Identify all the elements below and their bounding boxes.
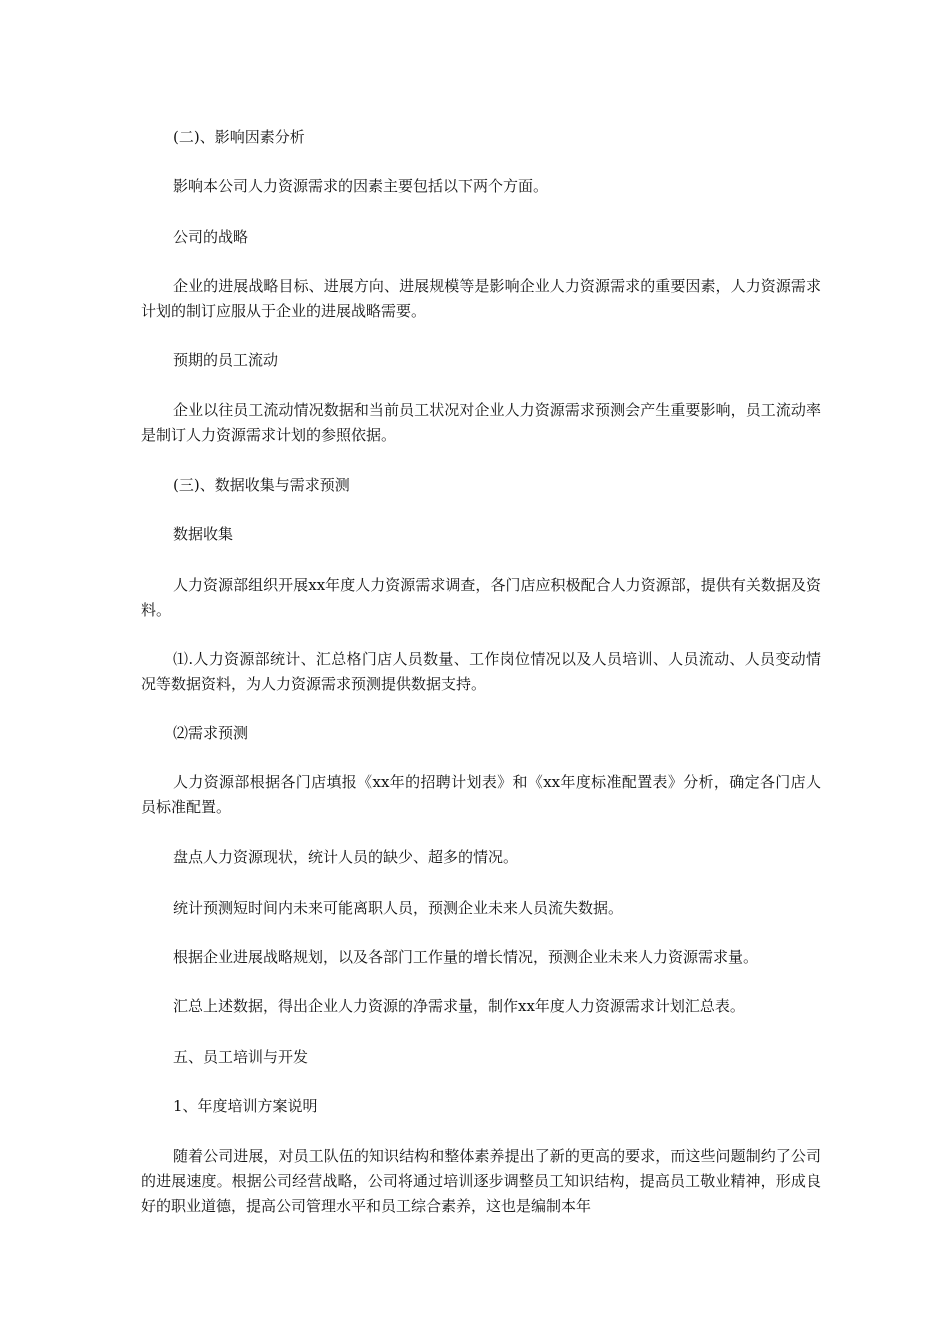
paragraph: 企业的进展战略目标、进展方向、进展规模等是影响企业人力资源需求的重要因素，人力资源需求计划的制订应服从于企业的进展战略需要。 (141, 277, 821, 320)
section-heading-influencing-factors: (二)、影响因素分析 (173, 128, 305, 146)
paragraph: ⑴.人力资源部统计、汇总格门店人员数量、工作岗位情况以及人员培训、人员流动、人员变动情况等数据资料，为人力资源需求预测提供数据支持。 (141, 650, 821, 693)
subheading-training-plan: 1、年度培训方案说明 (173, 1097, 318, 1115)
subheading-company-strategy: 公司的战略 (173, 228, 249, 246)
paragraph: 企业以往员工流动情况数据和当前员工状况对企业人力资源需求预测会产生重要影响，员工流动率是制订人力资源需求计划的参照依据。 (141, 401, 821, 444)
paragraph: 汇总上述数据，得出企业人力资源的净需求量，制作xx年度人力资源需求计划汇总表。 (173, 997, 745, 1015)
subheading-data-collection: 数据收集 (173, 525, 234, 543)
subheading-employee-turnover: 预期的员工流动 (173, 351, 279, 369)
paragraph: 盘点人力资源现状，统计人员的缺少、超多的情况。 (173, 848, 519, 866)
section-heading-training: 五、员工培训与开发 (173, 1048, 309, 1066)
paragraph: 随着公司进展，对员工队伍的知识结构和整体素养提出了新的更高的要求，而这些问题制约了公司的进展速度。根据公司经营战略，公司将通过培训逐步调整员工知识结构，提高员工敬业精神，形成良好的职业道德，提高公司管理水平和员工综合素养，这也是编制本年 (141, 1147, 821, 1215)
paragraph: 人力资源部组织开展xx年度人力资源需求调查，各门店应积极配合人力资源部，提供有关数据及资料。 (141, 576, 821, 619)
paragraph: 统计预测短时间内未来可能离职人员，预测企业未来人员流失数据。 (173, 899, 624, 917)
paragraph: 根据企业进展战略规划，以及各部门工作量的增长情况，预测企业未来人力资源需求量。 (173, 948, 759, 966)
section-heading-data-collection: (三)、数据收集与需求预测 (173, 476, 350, 494)
paragraph: 人力资源部根据各门店填报《xx年的招聘计划表》和《xx年度标准配置表》分析，确定各门店人员标准配置。 (141, 773, 821, 816)
paragraph: 影响本公司人力资源需求的因素主要包括以下两个方面。 (173, 177, 549, 195)
subheading-demand-forecast: ⑵需求预测 (173, 724, 249, 742)
